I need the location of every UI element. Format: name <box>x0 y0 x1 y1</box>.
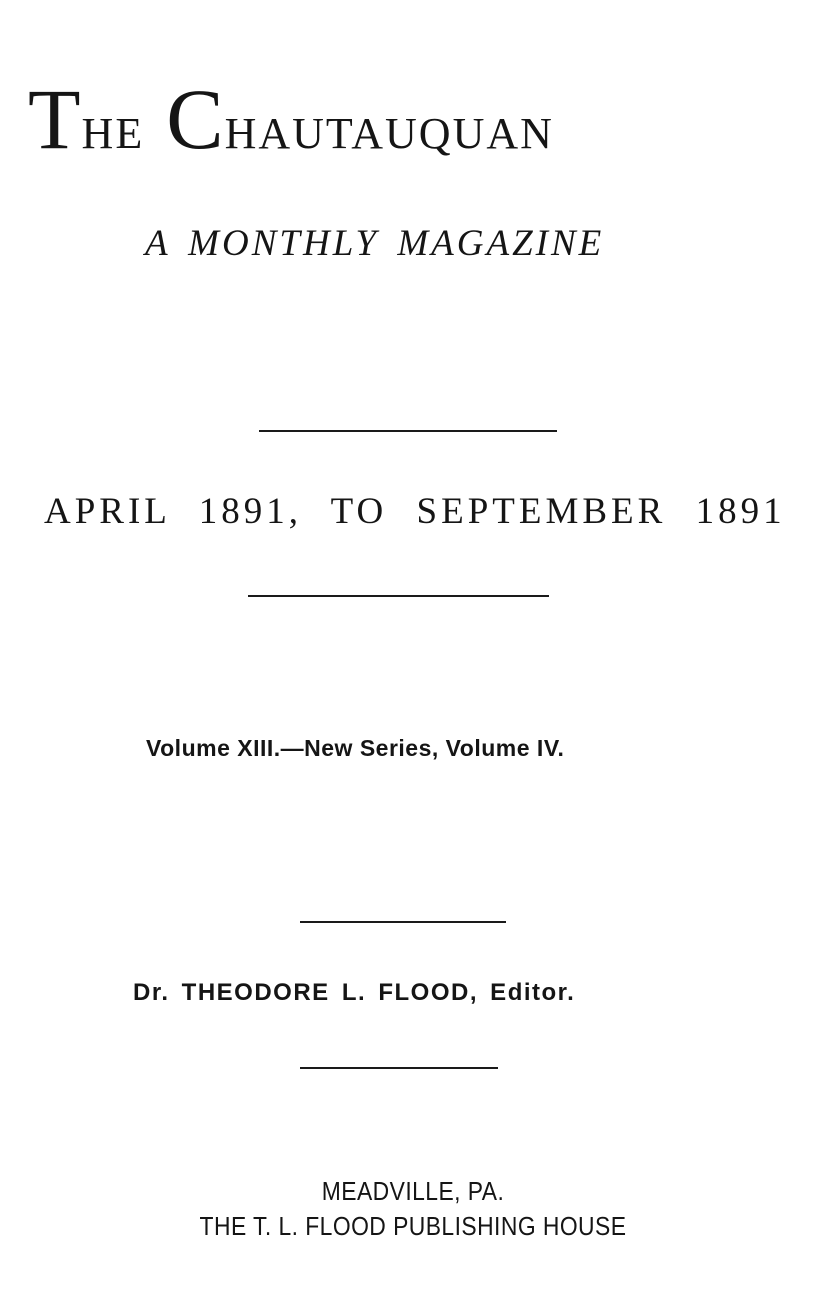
divider-rule-3 <box>300 921 506 923</box>
title-initial-c: C <box>166 71 225 167</box>
divider-rule-2 <box>248 595 549 597</box>
title-word-the-rest: HE <box>81 109 145 158</box>
divider-rule-4 <box>300 1067 498 1069</box>
imprint-publisher: THE T. L. FLOOD PUBLISHING HOUSE <box>199 1211 627 1241</box>
volume-info: Volume XIII.—New Series, Volume IV. <box>146 735 565 761</box>
magazine-title <box>28 71 788 167</box>
title-word-chautauquan-rest: HAUTAUQUAN <box>224 109 554 158</box>
date-range: APRIL 1891, TO SEPTEMBER 1891 <box>44 491 786 532</box>
imprint-place: MEADVILLE, PA. <box>321 1176 505 1206</box>
magazine-subtitle: A MONTHLY MAGAZINE <box>145 223 605 264</box>
title-initial-t: T <box>28 71 82 167</box>
editor-credit: Dr. THEODORE L. FLOOD, Editor. <box>133 979 576 1006</box>
divider-rule-1 <box>259 430 557 432</box>
